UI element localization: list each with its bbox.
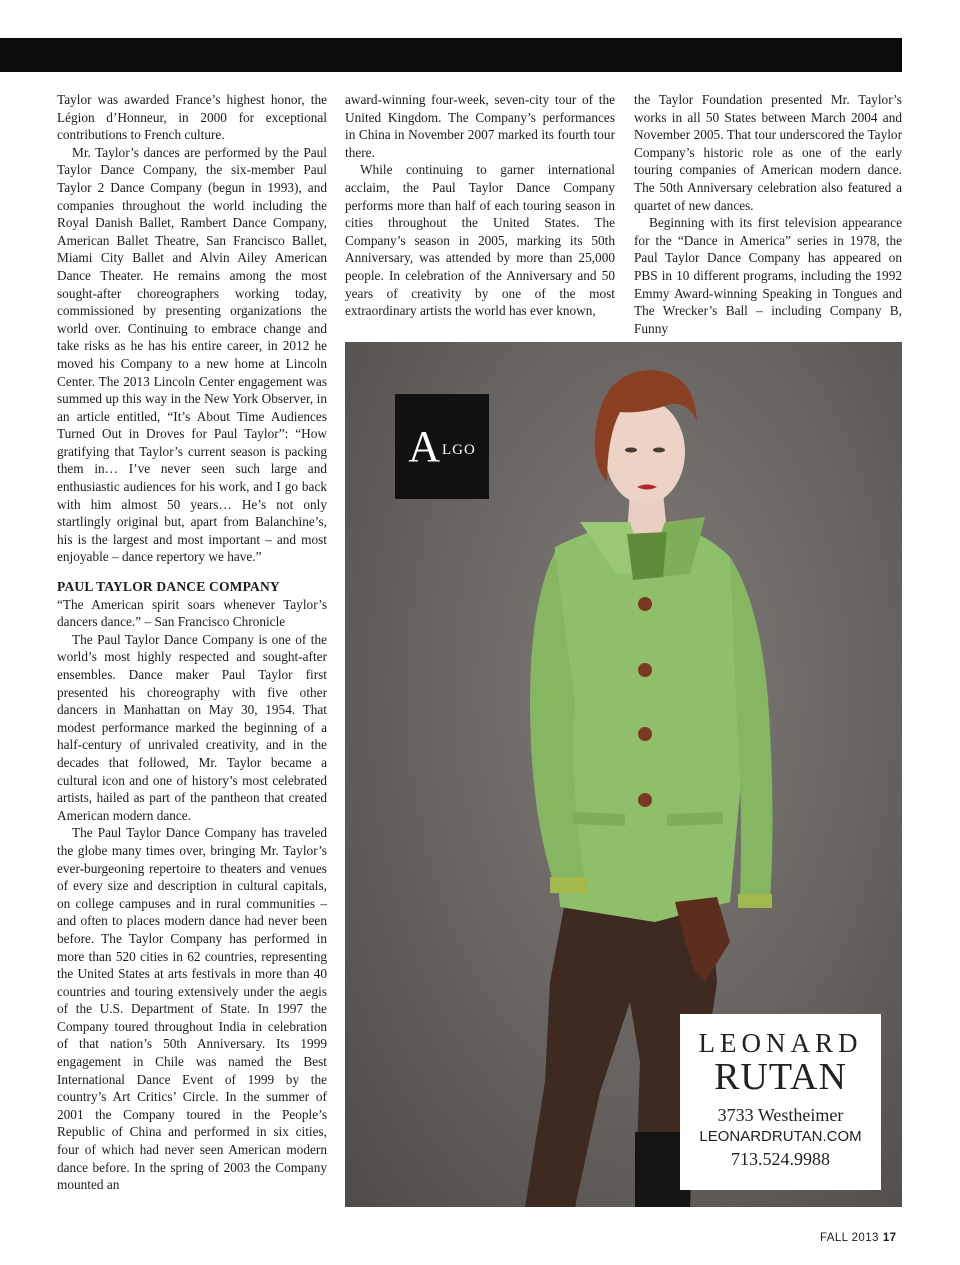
column-3 [634, 91, 902, 337]
advertisement [345, 342, 902, 1207]
pull-quote: “The American spirit soars whenever Taylor’s dancers dance.” – San Francisco Chronicle [57, 596, 327, 630]
column-1 [57, 91, 327, 1194]
paragraph: award-winning four-week, seven-city tour of the United Kingdom. The Company’s performances in China in November 2007 marked its fourth tour there. [345, 92, 615, 160]
paragraph: Mr. Taylor’s dances are performed by the Paul Taylor Dance Company, the six-member Paul Taylor 2 Dance Company (begun in 1993), and companies throughout the world including the Royal Danish Ballet, Rambert Dance Company, American Ballet Theatre, San Francisco Ballet, Miami City Ballet and Alvin Ailey American Dance Theater. He remains among the most sought-after choreographers working today, commissioned by presenting organizations the world over. Continuing to embrace change and take risks as he has his entire career, in 2012 he moved his Company to a new home at Lincoln Center. The 2013 Lincoln Center engagement was summed up this way in the New York Observer, in an article entitled, “It’s About Time Audiences Turned Out in Droves for Paul Taylor”: “How gratifying that Taylor’s current season is packing them in… I’ve never seen such large and enthusiastic audiences for his work, and I go back with him almost 50 years… He’s not only startlingly original but, apart from Balanchine’s, his is the largest and most important – and most enjoyable – dance repertory we have.” [57, 144, 327, 565]
store-phone: 713.524.9988 [731, 1149, 830, 1169]
column-2 [345, 91, 615, 320]
paragraph: Taylor was awarded France’s highest honor, the Légion d’Honneur, in 2000 for exceptional contributions to French culture. [57, 92, 327, 143]
store-address: 3733 Westheimer [717, 1105, 844, 1125]
paragraph: While continuing to garner international acclaim, the Paul Taylor Dance Company performs more than half of each touring season in cities throughout the United States. The Company’s season in 2005, marking its 50th Anniversary, was attended by more than 25,000 people. In celebration of the Anniversary and 50 years of creativity by one of the most extraordinary artists the world has ever known, [345, 162, 615, 319]
brand-name-line2: RUTAN [714, 1056, 847, 1098]
page-number: 17 [882, 1232, 897, 1244]
page-footer [820, 1232, 896, 1244]
algo-logo [395, 394, 489, 499]
section-heading: PAUL TAYLOR DANCE COMPANY [57, 579, 280, 595]
store-website: LEONARDRUTAN.COM [699, 1128, 862, 1145]
issue-label: FALL 2013 [820, 1232, 879, 1244]
paragraph: The Paul Taylor Dance Company has traveled the globe many times over, bringing Mr. Taylor’s ever-burgeoning repertoire to theaters and venues of every size and description in cultural capitals, on college campuses and in rural communities – and often to places modern dance had never been before. The Taylor Company has performed in more than 520 cities in 62 countries, representing the United States at arts festivals in more than 40 countries and touring extensively under the aegis of the U.S. Department of State. In 1997 the Company toured throughout India in celebration of that nation’s 50th Anniversary. Its 1999 engagement in Chile was named the Best International Dance Event of 1999 by the country’s Art Critics’ Circle. In the summer of 2001 the Company toured in the People’s Republic of China and performed in six cities, four of which had never seen American modern dance before. In the spring of 2003 the Company mounted an [57, 825, 327, 1193]
header-bar [0, 38, 902, 72]
paragraph: Beginning with its first television appearance for the “Dance in America” series in 1978, the Paul Taylor Dance Company has appeared on PBS in 10 different programs, including the 1992 Emmy Award-winning Speaking in Tongues and The Wrecker’s Ball – including Company B, Funny [634, 215, 902, 336]
algo-logo-letter: A [408, 422, 440, 471]
paragraph: The Paul Taylor Dance Company is one of the world’s most highly respected and sought-after ensembles. Dance maker Paul Taylor first presented his choreography with five other dancers in Manhattan on May 30, 1954. That modest performance marked the beginning of a half-century of unrivaled creativity, and in the decades that followed, Mr. Taylor became a cultural icon and one of history’s most celebrated artists, hailed as part of the pantheon that created American modern dance. [57, 631, 327, 823]
paragraph: the Taylor Foundation presented Mr. Taylor’s works in all 50 States between March 2004 and November 2005. That tour underscored the Taylor Company’s historic role as one of the early touring companies of American modern dance. The 50th Anniversary celebration also featured a quartet of new dances. [634, 92, 902, 213]
leonard-rutan-logo-box [680, 1014, 881, 1190]
algo-logo-text: LGO [441, 442, 476, 458]
brand-name-line1: LEONARD [698, 1028, 863, 1058]
